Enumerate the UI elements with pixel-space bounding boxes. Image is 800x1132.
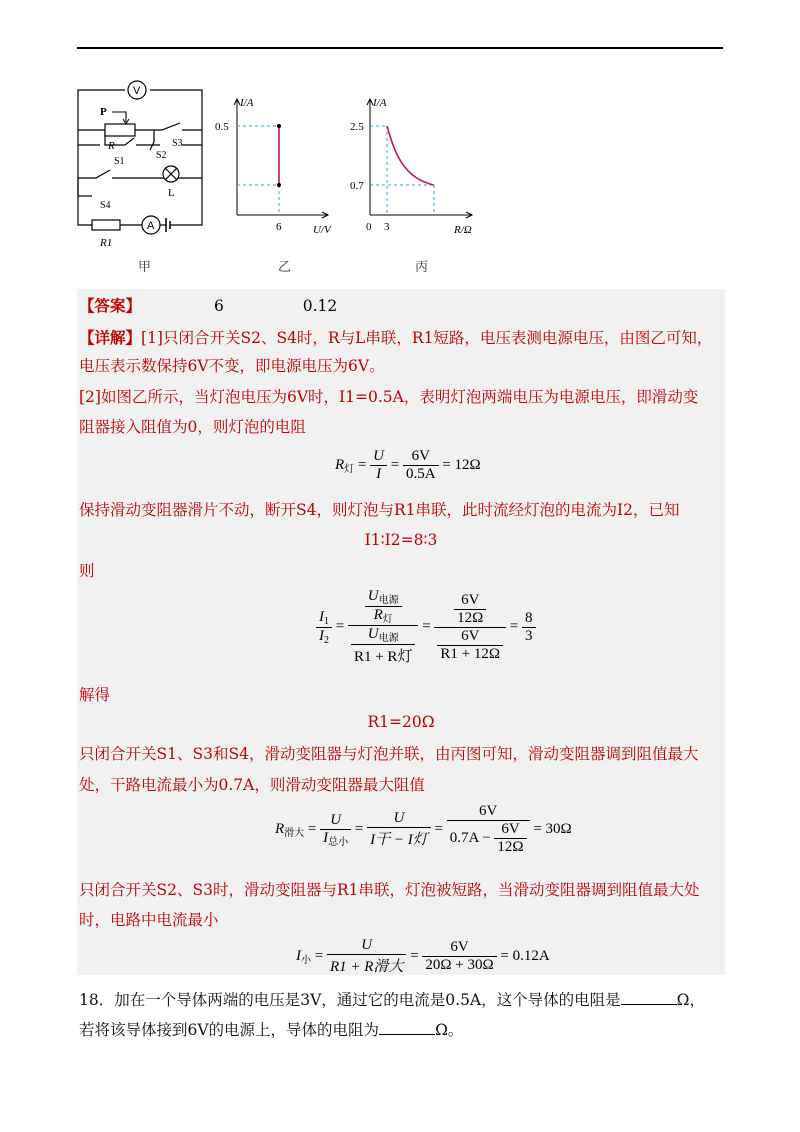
rheostat-label: R [108, 140, 115, 152]
detail-line-4: 阻器接入阻值为0，则灯泡的电阻 [79, 418, 306, 436]
y-axis-label: I/A [240, 97, 254, 109]
answer-label: 【答案】 [79, 296, 142, 315]
lamp-label: L [168, 187, 175, 199]
formula-ratio: $\frac{I_1}{I_2}$ = $\frac{\frac{U_{电源}}{R_灯}}{\frac{U_{电源}}{\text{R1 + R灯}}}$ = $\frac{\frac{6V}{12\Omega}}{\frac{6V}{R1 + 12\Omega}}$ = $\frac{8}{3}$ [316, 588, 536, 666]
detail-line-6: 只闭合开关S1、S3和S4，滑动变阻器与灯泡并联，由丙图可知，滑动变阻器调到阻值最大 [79, 745, 699, 763]
x-axis-label: U/V [313, 224, 331, 236]
answer-value-2: 0.12 [302, 297, 338, 315]
current-ratio: I1∶I2=8∶3 [364, 531, 438, 549]
question-18-line-2: 若将该导体接到6V的电源上，导体的电阻为 Ω。 [79, 1021, 464, 1039]
ammeter-label: A [147, 220, 155, 232]
x-tick-zero: 0 [366, 221, 372, 233]
r1-result: R1=20Ω [367, 713, 435, 731]
caption-bing: 丙 [415, 260, 429, 275]
answer-value-1: 6 [213, 297, 224, 315]
detail-text-1: [1]只闭合开关S2、S4时，R与L串联，R1短路，电压表测电源电压，由图乙可知， [141, 329, 713, 347]
figures-row [70, 70, 500, 280]
detail-line-3: [2]如图乙所示，当灯泡电压为6V时，I1=0.5A，表明灯泡两端电压为电源电压，即滑动变 [79, 388, 699, 406]
y-tick-low: 0.7 [350, 180, 364, 192]
detail-ze: 则 [79, 562, 95, 580]
answer-line [79, 296, 337, 316]
detail-label: 【详解】 [79, 328, 142, 347]
point-low [277, 183, 281, 187]
formula-min-current: $I_小$ = $\frac{U}{\text{R1 + R滑大}}$ = $\frac{6V}{20\Omega + 30\Omega}$ = 0.12A [296, 937, 550, 975]
point-high [277, 124, 281, 128]
detail-line-7: 处，干路电流最小为0.7A，则滑动变阻器最大阻值 [79, 776, 425, 794]
series-curve [387, 126, 434, 185]
detail-line-2: 电压表示数保持6V不变，即电源电压为6V。 [79, 357, 385, 375]
x-axis-label: R/Ω [454, 224, 472, 236]
circuit-diagram [70, 70, 220, 249]
y-axis-label: I/A [373, 97, 387, 109]
y-tick-high: 2.5 [350, 121, 364, 133]
chart-yi [210, 90, 340, 250]
caption-jia: 甲 [138, 260, 152, 275]
question-18-line-1: 18．加在一个导体两端的电压是3V，通过它的电流是0.5A，这个导体的电阻是 Ω， [79, 991, 705, 1009]
formula-max-resistance: $R_{滑大}$ = $\frac{U}{I_{总小}}$ = $\frac{U}{\text{I干 − I灯}}$ = 6V 0.7A − $\frac{6V}{12\Omega}$ = 30Ω [275, 803, 572, 855]
detail-line-8: 只闭合开关S2、S3时，滑动变阻器与R1串联，灯泡被短路，当滑动变阻器调到阻值最大处 [79, 881, 700, 899]
resistor-r1-label: R1 [100, 237, 113, 249]
detail-line-5: 保持滑动变阻器滑片不动，断开S4，则灯泡与R1串联，此时流经灯泡的电流为I2，已知 [79, 501, 680, 519]
header-rule [77, 47, 723, 49]
detail-line-1 [79, 328, 712, 348]
detail-jiede: 解得 [79, 686, 111, 704]
voltmeter-label: V [133, 85, 141, 97]
answer-blank-2[interactable] [379, 1020, 435, 1035]
x-tick-label: 3 [384, 221, 390, 233]
chart-bing [342, 90, 502, 250]
slider-label: P [100, 106, 107, 118]
switch-s4-label: S4 [100, 200, 111, 211]
caption-yi: 乙 [278, 260, 292, 275]
detail-line-9: 时，电路中电流最小 [79, 911, 219, 929]
switch-s1-label: S1 [114, 156, 125, 167]
x-tick-label: 6 [276, 221, 282, 233]
y-tick-label: 0.5 [215, 121, 229, 133]
formula-lamp-resistance: $R_灯$ = $\frac{U}{I}$ = $\frac{6V}{0.5A}$ = 12Ω [335, 448, 481, 482]
answer-blank-1[interactable] [621, 990, 677, 1005]
switch-s2-label: S2 [156, 150, 167, 161]
switch-s3-label: S3 [172, 138, 183, 149]
